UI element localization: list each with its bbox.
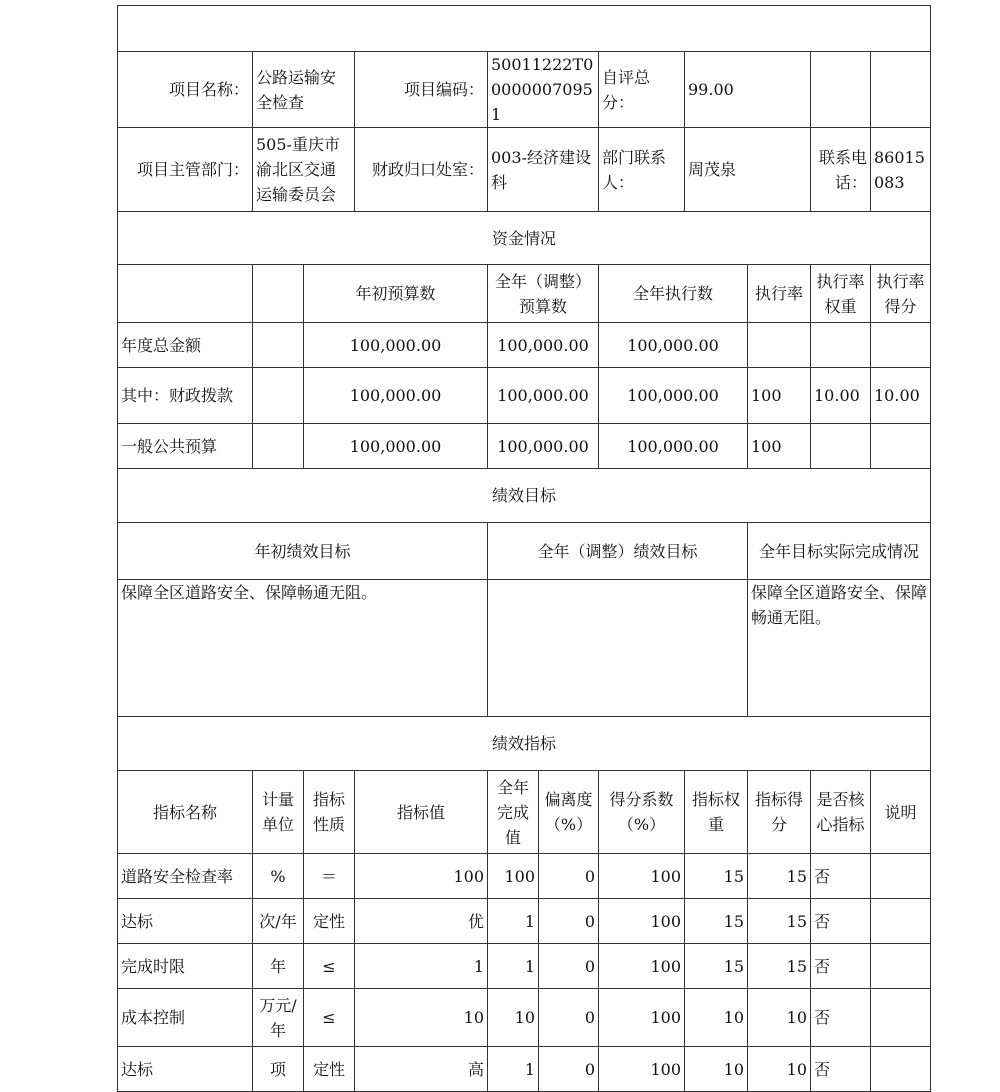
indicator-header-cell: 是否核心指标 [811,771,871,854]
funds-cell [253,323,304,368]
funds-cell: 一般公共预算 [118,424,253,469]
indicator-cell: 万元/年 [253,989,304,1047]
indicator-cell: 15 [685,899,748,944]
indicator-cell: 项 [253,1047,304,1092]
indicator-cell: 0 [539,1047,599,1092]
funds-cell [748,323,811,368]
indicator-header-cell: 指标权重 [685,771,748,854]
indicator-cell: 100 [488,854,539,899]
indicator-cell: 否 [811,854,871,899]
self-score-label: 自评总分： [599,52,685,128]
indicator-cell: 否 [811,899,871,944]
project-name-value: 公路运输安全检查 [253,52,355,128]
indicator-cell: 100 [599,1047,685,1092]
indicator-cell: 1 [355,944,488,989]
funds-row [118,323,931,368]
goals-header-cell: 全年（调整）绩效目标 [488,523,748,580]
indicator-cell: 10 [488,989,539,1047]
indicator-cell: 15 [685,944,748,989]
indicator-cell [871,854,931,899]
funds-header-cell: 执行率得分 [871,265,931,323]
indicator-header-cell: 指标名称 [118,771,253,854]
funds-cell [811,323,871,368]
indicator-cell: 年 [253,944,304,989]
funds-cell [871,424,931,469]
indicator-cell: 10 [748,989,811,1047]
dept-label: 项目主管部门： [118,128,253,212]
indicator-cell: 否 [811,944,871,989]
indicator-cell: 高 [355,1047,488,1092]
indicator-cell: 定性 [304,1047,355,1092]
funds-cell [811,424,871,469]
indicator-cell: 优 [355,899,488,944]
goals-header-row [118,523,931,580]
indicator-header-cell: 指标性质 [304,771,355,854]
finance-value: 003-经济建设科 [488,128,599,212]
indicator-header-cell: 指标值 [355,771,488,854]
empty-cell [871,52,931,128]
goals-section-title: 绩效目标 [118,469,931,523]
funds-section-title: 资金情况 [118,212,931,265]
funds-cell: 100,000.00 [304,424,488,469]
phone-value: 86015083 [871,128,931,212]
indicator-header-cell: 计量单位 [253,771,304,854]
indicator-cell [871,944,931,989]
indicator-cell: 10 [355,989,488,1047]
funds-cell: 100 [748,424,811,469]
funds-cell: 100,000.00 [488,424,599,469]
indicator-row [118,989,931,1047]
indicator-cell: 次/年 [253,899,304,944]
indicator-cell: 1 [488,944,539,989]
indicator-cell: 0 [539,854,599,899]
project-code-value: 50011222T000000070951 [488,52,599,128]
contact-value: 周茂泉 [685,128,811,212]
indicator-cell: 0 [539,989,599,1047]
indicator-cell: 0 [539,899,599,944]
project-name-label: 项目名称： [118,52,253,128]
goals-section-row [118,469,931,523]
indicator-row [118,899,931,944]
indicator-cell: ＝ [304,854,355,899]
indicator-cell: 100 [599,899,685,944]
funds-row [118,368,931,424]
indicator-cell: 100 [599,989,685,1047]
funds-header-cell: 年初预算数 [304,265,488,323]
indicator-cell: 完成时限 [118,944,253,989]
funds-cell: 100,000.00 [304,323,488,368]
goals-header-cell: 年初绩效目标 [118,523,488,580]
indicator-header-cell: 全年完成值 [488,771,539,854]
indicator-cell: 否 [811,989,871,1047]
indicators-section-title: 绩效指标 [118,717,931,771]
funds-cell [253,368,304,424]
funds-header-cell: 全年（调整）预算数 [488,265,599,323]
indicators-header-row [118,771,931,854]
header-row [118,6,931,52]
indicator-cell: 达标 [118,899,253,944]
funds-header-cell: 全年执行数 [599,265,748,323]
indicator-header-cell: 说明 [871,771,931,854]
self-score-value: 99.00 [685,52,811,128]
indicator-cell: ≤ [304,944,355,989]
dept-value: 505-重庆市渝北区交通运输委员会 [253,128,355,212]
indicator-cell: 定性 [304,899,355,944]
funds-cell: 其中：财政拨款 [118,368,253,424]
funds-cell: 100,000.00 [304,368,488,424]
indicator-cell: % [253,854,304,899]
indicator-row [118,944,931,989]
indicator-cell: 成本控制 [118,989,253,1047]
goals-value-row [118,580,931,717]
indicator-cell: 道路安全检查率 [118,854,253,899]
empty-cell [811,52,871,128]
indicator-cell: ≤ [304,989,355,1047]
funds-cell [871,323,931,368]
indicator-cell: 100 [355,854,488,899]
goals-value-cell [488,580,748,717]
goals-header-cell: 全年目标实际完成情况 [748,523,931,580]
funds-header-row [118,265,931,323]
indicator-cell: 达标 [118,1047,253,1092]
indicator-row [118,854,931,899]
indicator-cell: 0 [539,944,599,989]
evaluation-table [117,5,931,1092]
contact-label: 部门联系人： [599,128,685,212]
funds-header-cell: 执行率权重 [811,265,871,323]
indicator-cell [871,989,931,1047]
goals-value-cell: 保障全区道路安全、保障畅通无阻。 [748,580,931,717]
funds-cell: 100 [748,368,811,424]
indicator-cell: 15 [748,944,811,989]
indicator-cell: 1 [488,899,539,944]
indicator-row [118,1047,931,1092]
funds-cell: 100,000.00 [599,323,748,368]
header-blank-cell [118,6,931,52]
funds-row [118,424,931,469]
funds-cell: 100,000.00 [488,368,599,424]
indicator-cell: 100 [599,944,685,989]
info-row-2 [118,128,931,212]
indicator-cell: 100 [599,854,685,899]
goals-value-cell: 保障全区道路安全、保障畅通无阻。 [118,580,488,717]
funds-section-row [118,212,931,265]
indicator-cell [871,899,931,944]
funds-header-cell [118,265,253,323]
funds-cell: 100,000.00 [599,424,748,469]
indicator-header-cell: 得分系数（%） [599,771,685,854]
funds-cell [253,424,304,469]
funds-header-cell: 执行率 [748,265,811,323]
funds-cell: 10.00 [871,368,931,424]
indicators-section-row [118,717,931,771]
project-code-label: 项目编码： [355,52,488,128]
indicator-cell [871,1047,931,1092]
finance-label: 财政归口处室： [355,128,488,212]
indicator-cell: 否 [811,1047,871,1092]
indicator-cell: 10 [748,1047,811,1092]
funds-header-cell [253,265,304,323]
indicator-header-cell: 指标得分 [748,771,811,854]
indicator-cell: 15 [748,854,811,899]
phone-label: 联系电话： [811,128,871,212]
indicator-cell: 15 [685,854,748,899]
indicator-cell: 15 [748,899,811,944]
funds-cell: 100,000.00 [599,368,748,424]
funds-cell: 10.00 [811,368,871,424]
funds-cell: 100,000.00 [488,323,599,368]
funds-cell: 年度总金额 [118,323,253,368]
indicator-header-cell: 偏离度（%） [539,771,599,854]
indicator-cell: 10 [685,1047,748,1092]
indicator-cell: 1 [488,1047,539,1092]
info-row-1 [118,52,931,128]
indicator-cell: 10 [685,989,748,1047]
